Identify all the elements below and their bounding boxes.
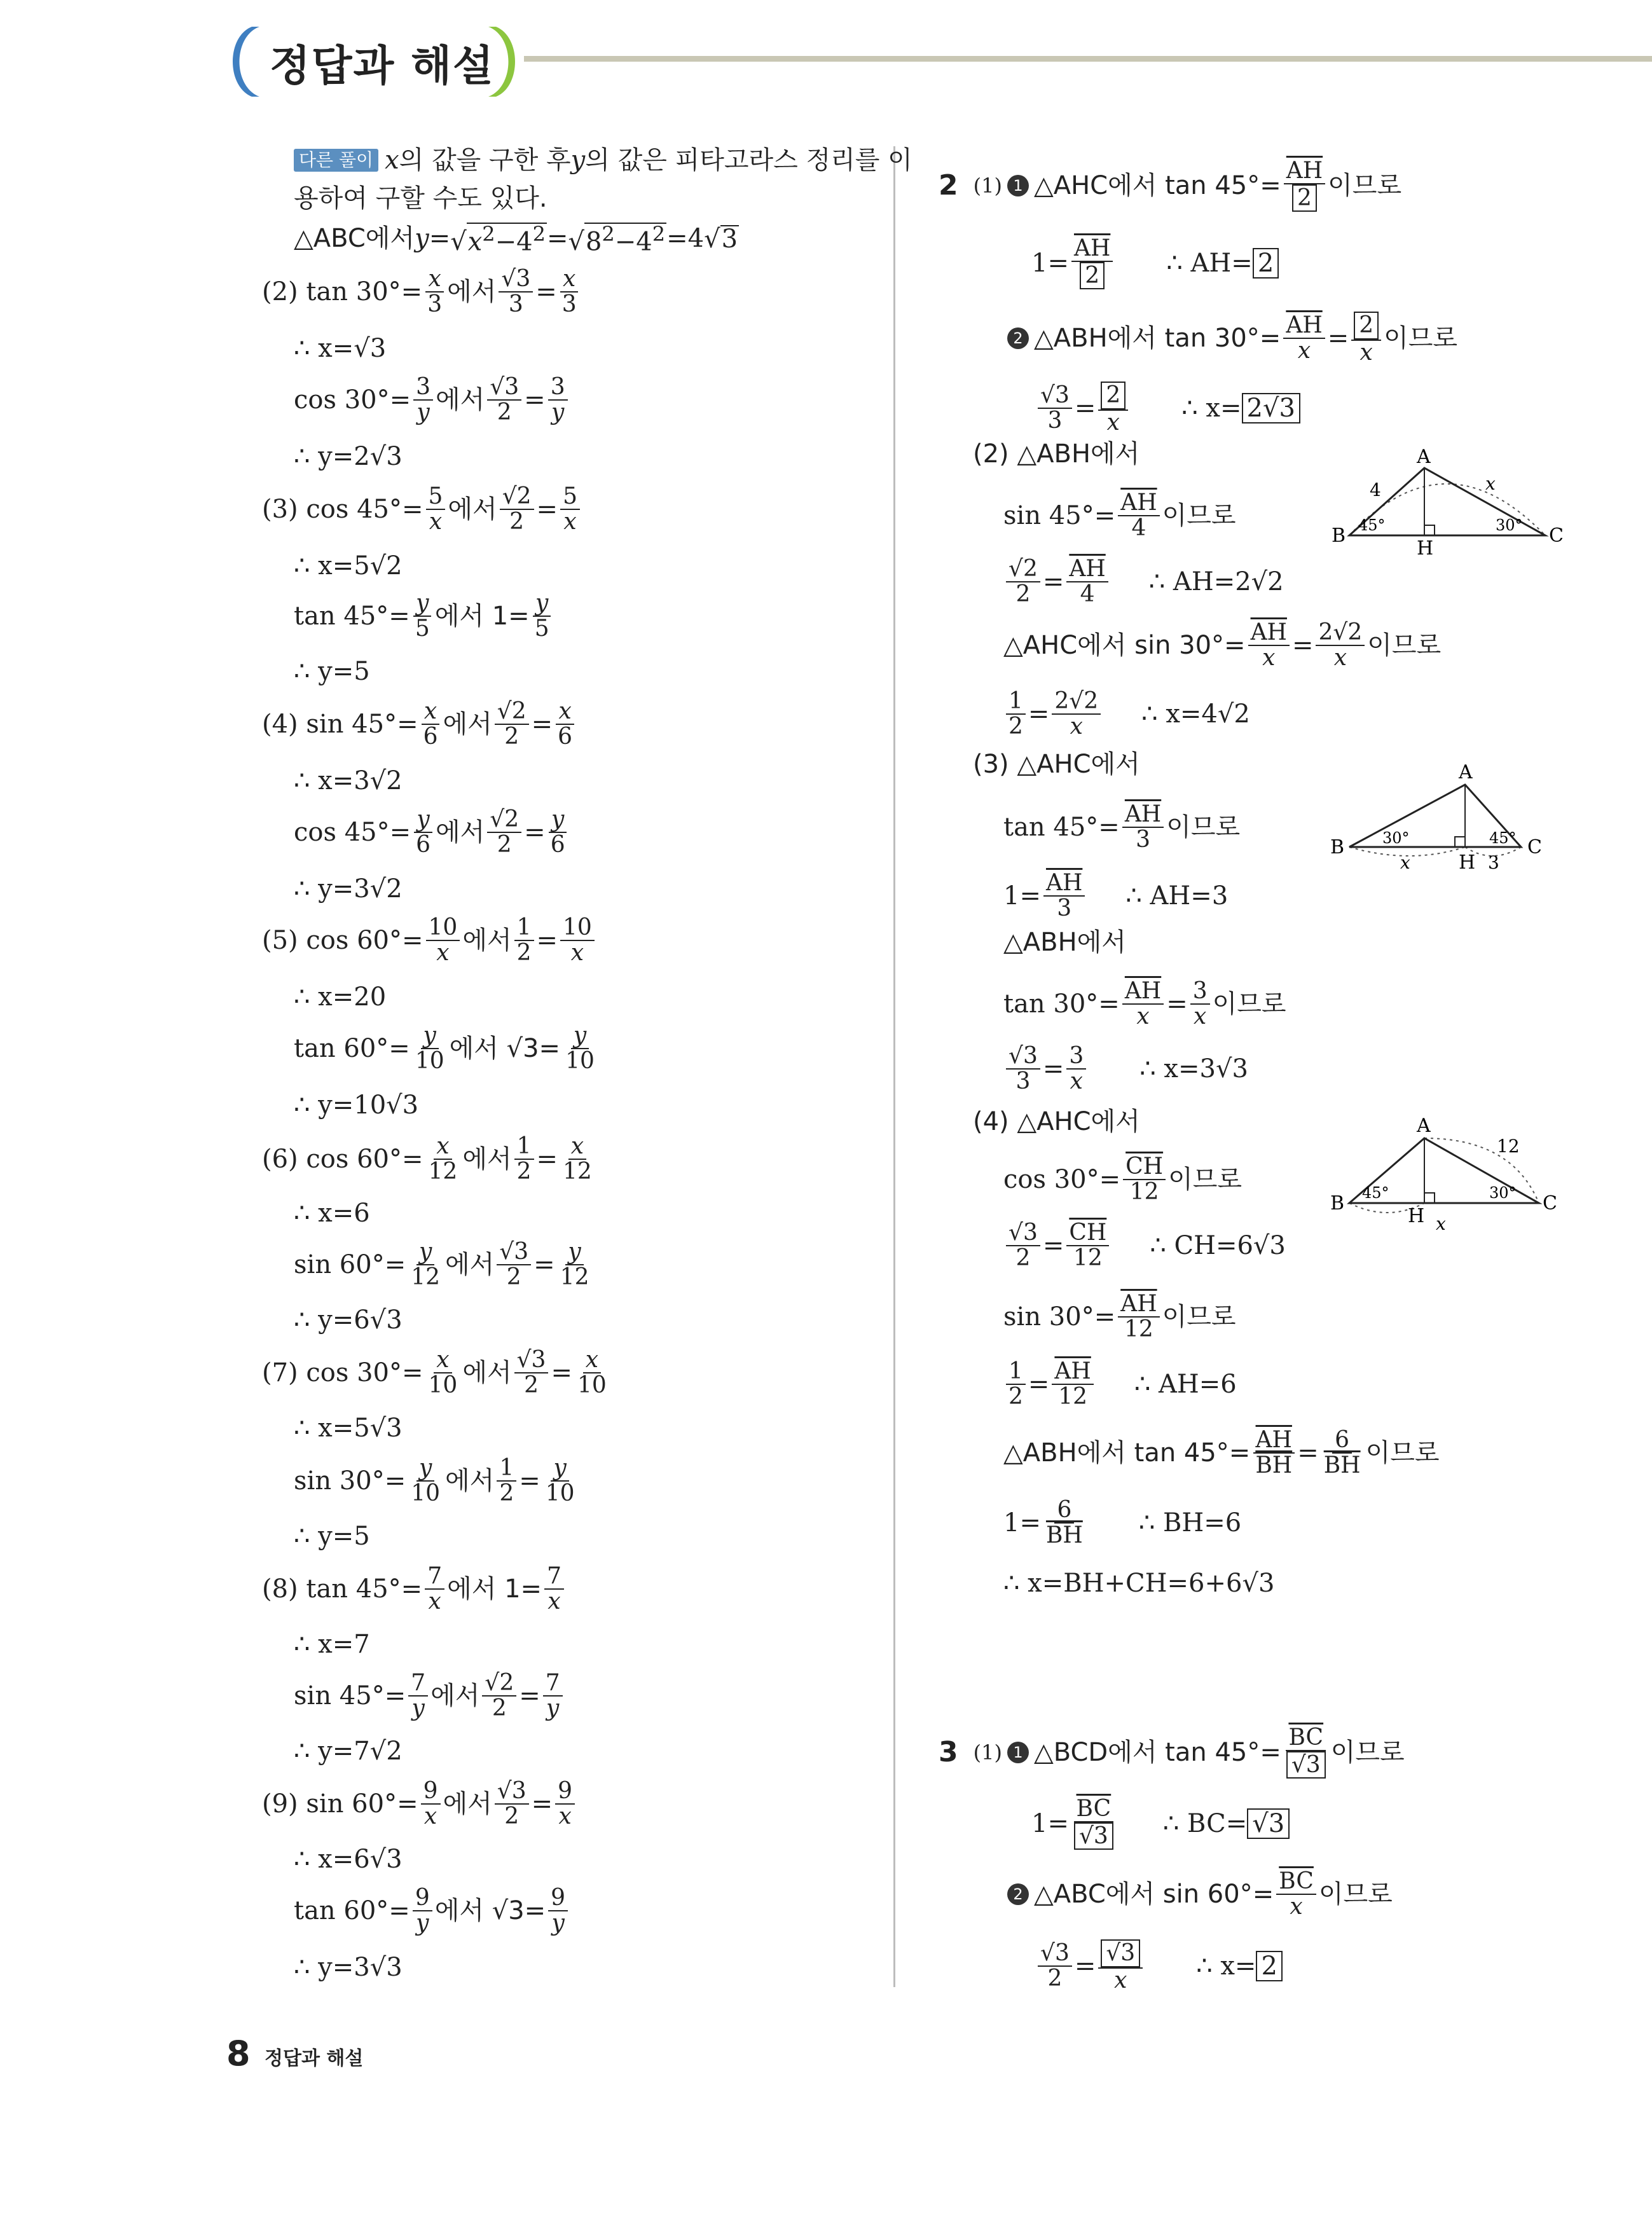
q2-part2-line4: $\frac{1}{2}$ = $\frac{2√2}{x}$ ∴ x=4√2 xyxy=(1003,689,1250,739)
svg-text:45°: 45° xyxy=(1358,516,1386,534)
problem-3-result-2: ∴ y=5 xyxy=(294,657,370,686)
header-rule xyxy=(524,56,1652,62)
problem-6-line-1: (6) cos 60°= $\frac{x}{12}$ 에서 $\frac{1}{2}$ = $\frac{x}{12}$ xyxy=(262,1133,592,1185)
problem-9-result-1: ∴ x=6√3 xyxy=(294,1845,403,1874)
svg-text:H: H xyxy=(1459,851,1476,874)
problem-5-line-2: tan 60°= $\frac{y}{10}$ 에서 √3= $\frac{y}{10}$ xyxy=(294,1022,595,1074)
q2-part1-line4: $\frac{√3}{3}$ = $\frac{2}{x}$ ∴ x= 2√3 xyxy=(1035,382,1300,434)
q2-part3-line1: tan 45°= $\frac{\overline{AH}}{3}$ 이므로 xyxy=(1003,801,1241,853)
svg-text:H: H xyxy=(1408,1205,1425,1227)
problem-9-line-1: (9) sin 60°= $\frac{9}{x}$ 에서 $\frac{√3}{2}$ = $\frac{9}{x}$ xyxy=(262,1779,577,1829)
svg-text:B: B xyxy=(1330,836,1345,858)
problem-8-line-1: (8) tan 45°= $\frac{7}{x}$ 에서 1= $\frac{7}{x}$ xyxy=(262,1564,567,1614)
problem-7-line-1: (7) cos 30°= $\frac{x}{10}$ 에서 $\frac{√3}{2}$ = $\frac{x}{10}$ xyxy=(262,1347,607,1398)
column-divider xyxy=(893,146,895,1987)
q2-part1-line3: 2 △ABH에서 tan 30°= $\frac{\overline{AH}}{x}$ = $\frac{2}{x}$ 이므로 xyxy=(1002,312,1457,364)
q3-part1-line4: $\frac{√3}{2}$ = $\frac{√3}{x}$ ∴ x= 2 xyxy=(1035,1939,1283,1992)
problem-2-result-2: ∴ y=2√3 xyxy=(294,442,403,471)
q2-part4-title: (4) △AHC에서 xyxy=(973,1107,1140,1136)
q2-part4-line3: sin 30°= $\frac{\overline{AH}}{12}$ 이므로 xyxy=(1003,1291,1236,1342)
svg-text:45°: 45° xyxy=(1489,829,1517,847)
svg-text:x: x xyxy=(1400,852,1410,873)
problem-6-result-2: ∴ y=6√3 xyxy=(294,1305,403,1335)
svg-text:12: 12 xyxy=(1497,1136,1520,1157)
q2-part4-line4: $\frac{1}{2}$ = $\frac{\overline{AH}}{12}$ ∴ AH=6 xyxy=(1003,1359,1237,1409)
problem-3-line-2: tan 45°= $\frac{y}{5}$ 에서 1= $\frac{y}{5}$ xyxy=(294,591,554,641)
svg-text:H: H xyxy=(1417,537,1434,560)
svg-text:B: B xyxy=(1332,525,1346,547)
q2-part1-line1: 2 (1) 1 △AHC에서 tan 45°= $\frac{\overline{AH}}{2}$ 이므로 xyxy=(939,158,1402,211)
q2-part2-title: (2) △ABH에서 xyxy=(973,439,1140,469)
problem-5-result-1: ∴ x=20 xyxy=(294,982,387,1012)
svg-text:C: C xyxy=(1527,836,1542,858)
q2-part3-line4: tan 30°= $\frac{\overline{AH}}{x}$ = $\frac{3}{x}$ 이므로 xyxy=(1003,978,1286,1029)
header-bracket-left-icon xyxy=(226,24,265,99)
q2-part4-line5: △ABH에서 tan 45°= $\frac{\overline{AH}}{BH}$ = $\frac{6}{BH}$ 이므로 xyxy=(1003,1427,1440,1478)
problem-7-result-1: ∴ x=5√3 xyxy=(294,1414,403,1443)
problem-9-result-2: ∴ y=3√3 xyxy=(294,1953,403,1982)
q2-part2-line1: sin 45°= $\frac{\overline{AH}}{4}$ 이므로 xyxy=(1003,490,1236,541)
svg-text:A: A xyxy=(1417,446,1431,468)
svg-text:A: A xyxy=(1417,1115,1431,1137)
alt-solution-line-1: 다른 풀이 x 의 값을 구한 후 y 의 값은 피타고라스 정리를 이 xyxy=(294,148,912,173)
alt-solution-tag: 다른 풀이 xyxy=(294,149,378,172)
problem-4-line-1: (4) sin 45°= $\frac{x}{6}$ 에서 $\frac{√2}{2}$ = $\frac{x}{6}$ xyxy=(262,699,577,749)
problem-5-line-1: (5) cos 60°= $\frac{10}{x}$ 에서 $\frac{1}{2}$ = $\frac{10}{x}$ xyxy=(262,916,597,965)
step-1-icon: 1 xyxy=(1007,175,1029,196)
page-header-title: 정답과 해설 xyxy=(270,41,495,90)
alt-solution-line-2: 용하여 구할 수도 있다. xyxy=(294,184,547,213)
svg-text:C: C xyxy=(1543,1192,1557,1215)
step-1-icon: 1 xyxy=(1007,1742,1029,1763)
q2-part2-line2: $\frac{√2}{2}$ = $\frac{\overline{AH}}{4}$ ∴ AH=2√2 xyxy=(1003,557,1284,607)
step-2-icon: 2 xyxy=(1007,1883,1029,1905)
problem-7-line-2: sin 30°= $\frac{y}{10}$ 에서 $\frac{1}{2}$ = $\frac{y}{10}$ xyxy=(294,1455,575,1506)
svg-text:B: B xyxy=(1330,1192,1345,1215)
q3-part1-line2: 1= $\frac{\overline{BC}}{√3}$ ∴ BC= √3 xyxy=(1031,1797,1290,1850)
svg-text:A: A xyxy=(1459,761,1473,783)
triangle-diagram-2 xyxy=(1328,445,1569,560)
problem-3-result-1: ∴ x=5√2 xyxy=(294,551,403,581)
problem-6-line-2: sin 60°= $\frac{y}{12}$ 에서 $\frac{√3}{2}$ = $\frac{y}{12}$ xyxy=(294,1239,589,1290)
footer-label: 정답과 해설 xyxy=(265,2048,364,2070)
problem-4-line-2: cos 45°= $\frac{y}{6}$ 에서 $\frac{√2}{2}$ = $\frac{y}{6}$ xyxy=(294,808,570,857)
problem-3-line-1: (3) cos 45°= $\frac{5}{x}$ 에서 $\frac{√2}{2}$ = $\frac{5}{x}$ xyxy=(262,485,582,534)
problem-7-result-2: ∴ y=5 xyxy=(294,1522,370,1551)
triangle-diagram-4 xyxy=(1328,1113,1569,1234)
problem-8-line-2: sin 45°= $\frac{7}{y}$ 에서 $\frac{√2}{2}$ = $\frac{7}{y}$ xyxy=(294,1671,565,1721)
svg-text:30°: 30° xyxy=(1496,516,1523,534)
q2-part4-line2: $\frac{√3}{2}$ = $\frac{\overline{CH}}{12}$ ∴ CH=6√3 xyxy=(1003,1221,1286,1270)
problem-8-result-1: ∴ x=7 xyxy=(294,1630,370,1659)
problem-2-result-1: ∴ x=√3 xyxy=(294,334,387,363)
svg-text:C: C xyxy=(1549,525,1564,547)
problem-9-line-2: tan 60°= $\frac{9}{y}$ 에서 √3= $\frac{9}{y}$ xyxy=(294,1886,570,1936)
page-number: 8 xyxy=(226,2034,251,2074)
q2-part4-line1: cos 30°= $\frac{\overline{CH}}{12}$ 이므로 xyxy=(1003,1153,1242,1205)
problem-5-result-2: ∴ y=10√3 xyxy=(294,1091,419,1120)
q2-part3-title: (3) △AHC에서 xyxy=(973,750,1140,779)
svg-text:30°: 30° xyxy=(1382,829,1410,847)
svg-text:3: 3 xyxy=(1488,852,1499,873)
step-2-icon: 2 xyxy=(1007,327,1029,349)
q2-part2-line3: △AHC에서 sin 30°= $\frac{\overline{AH}}{x}$ = $\frac{2√2}{x}$ 이므로 xyxy=(1003,619,1442,671)
svg-text:4: 4 xyxy=(1370,479,1381,500)
svg-text:30°: 30° xyxy=(1489,1184,1517,1202)
svg-text:x: x xyxy=(1485,473,1496,494)
problem-4-result-2: ∴ y=3√2 xyxy=(294,874,403,904)
problem-8-result-2: ∴ y=7√2 xyxy=(294,1737,403,1766)
problem-2-line-2: cos 30°= $\frac{3}{y}$ 에서 $\frac{√3}{2}$ = $\frac{3}{y}$ xyxy=(294,375,570,425)
q2-part3-line2: 1= $\frac{\overline{AH}}{3}$ ∴ AH=3 xyxy=(1003,870,1229,921)
problem-2-line-1: (2) tan 30°= $\frac{x}{3}$ 에서 $\frac{√3}{3}$ = $\frac{x}{3}$ xyxy=(262,267,582,317)
header-bracket-right-icon xyxy=(483,24,521,99)
svg-text:45°: 45° xyxy=(1362,1184,1389,1202)
alt-solution-line-3: △ABC에서 y = √ $x^2-4^2$ = √ $8^2-4^2$ =4 √ 3 xyxy=(294,222,738,257)
problem-4-result-1: ∴ x=3√2 xyxy=(294,766,403,795)
triangle-diagram-3 xyxy=(1328,757,1569,878)
q3-part1-line3: 2 △ABC에서 sin 60°= $\frac{\overline{BC}}{x}$ 이므로 xyxy=(1002,1869,1393,1919)
q2-part4-line6: 1= $\frac{6}{BH}$ ∴ BH=6 xyxy=(1003,1497,1242,1548)
q3-part1-line1: 3 (1) 1 △BCD에서 tan 45°= $\frac{\overline{BC}}{√3}$ 이므로 xyxy=(939,1724,1405,1778)
q2-part3-line5: $\frac{√3}{3}$ = $\frac{3}{x}$ ∴ x=3√3 xyxy=(1003,1044,1248,1094)
problem-6-result-1: ∴ x=6 xyxy=(294,1199,370,1228)
q2-part1-line2: 1= $\frac{\overline{AH}}{2}$ ∴ AH= 2 xyxy=(1031,237,1279,289)
q2-part3-line3: △ABH에서 xyxy=(1003,928,1126,957)
svg-text:x: x xyxy=(1436,1213,1446,1234)
q2-part4-line7: ∴ x=BH+CH=6+6√3 xyxy=(1003,1569,1275,1598)
